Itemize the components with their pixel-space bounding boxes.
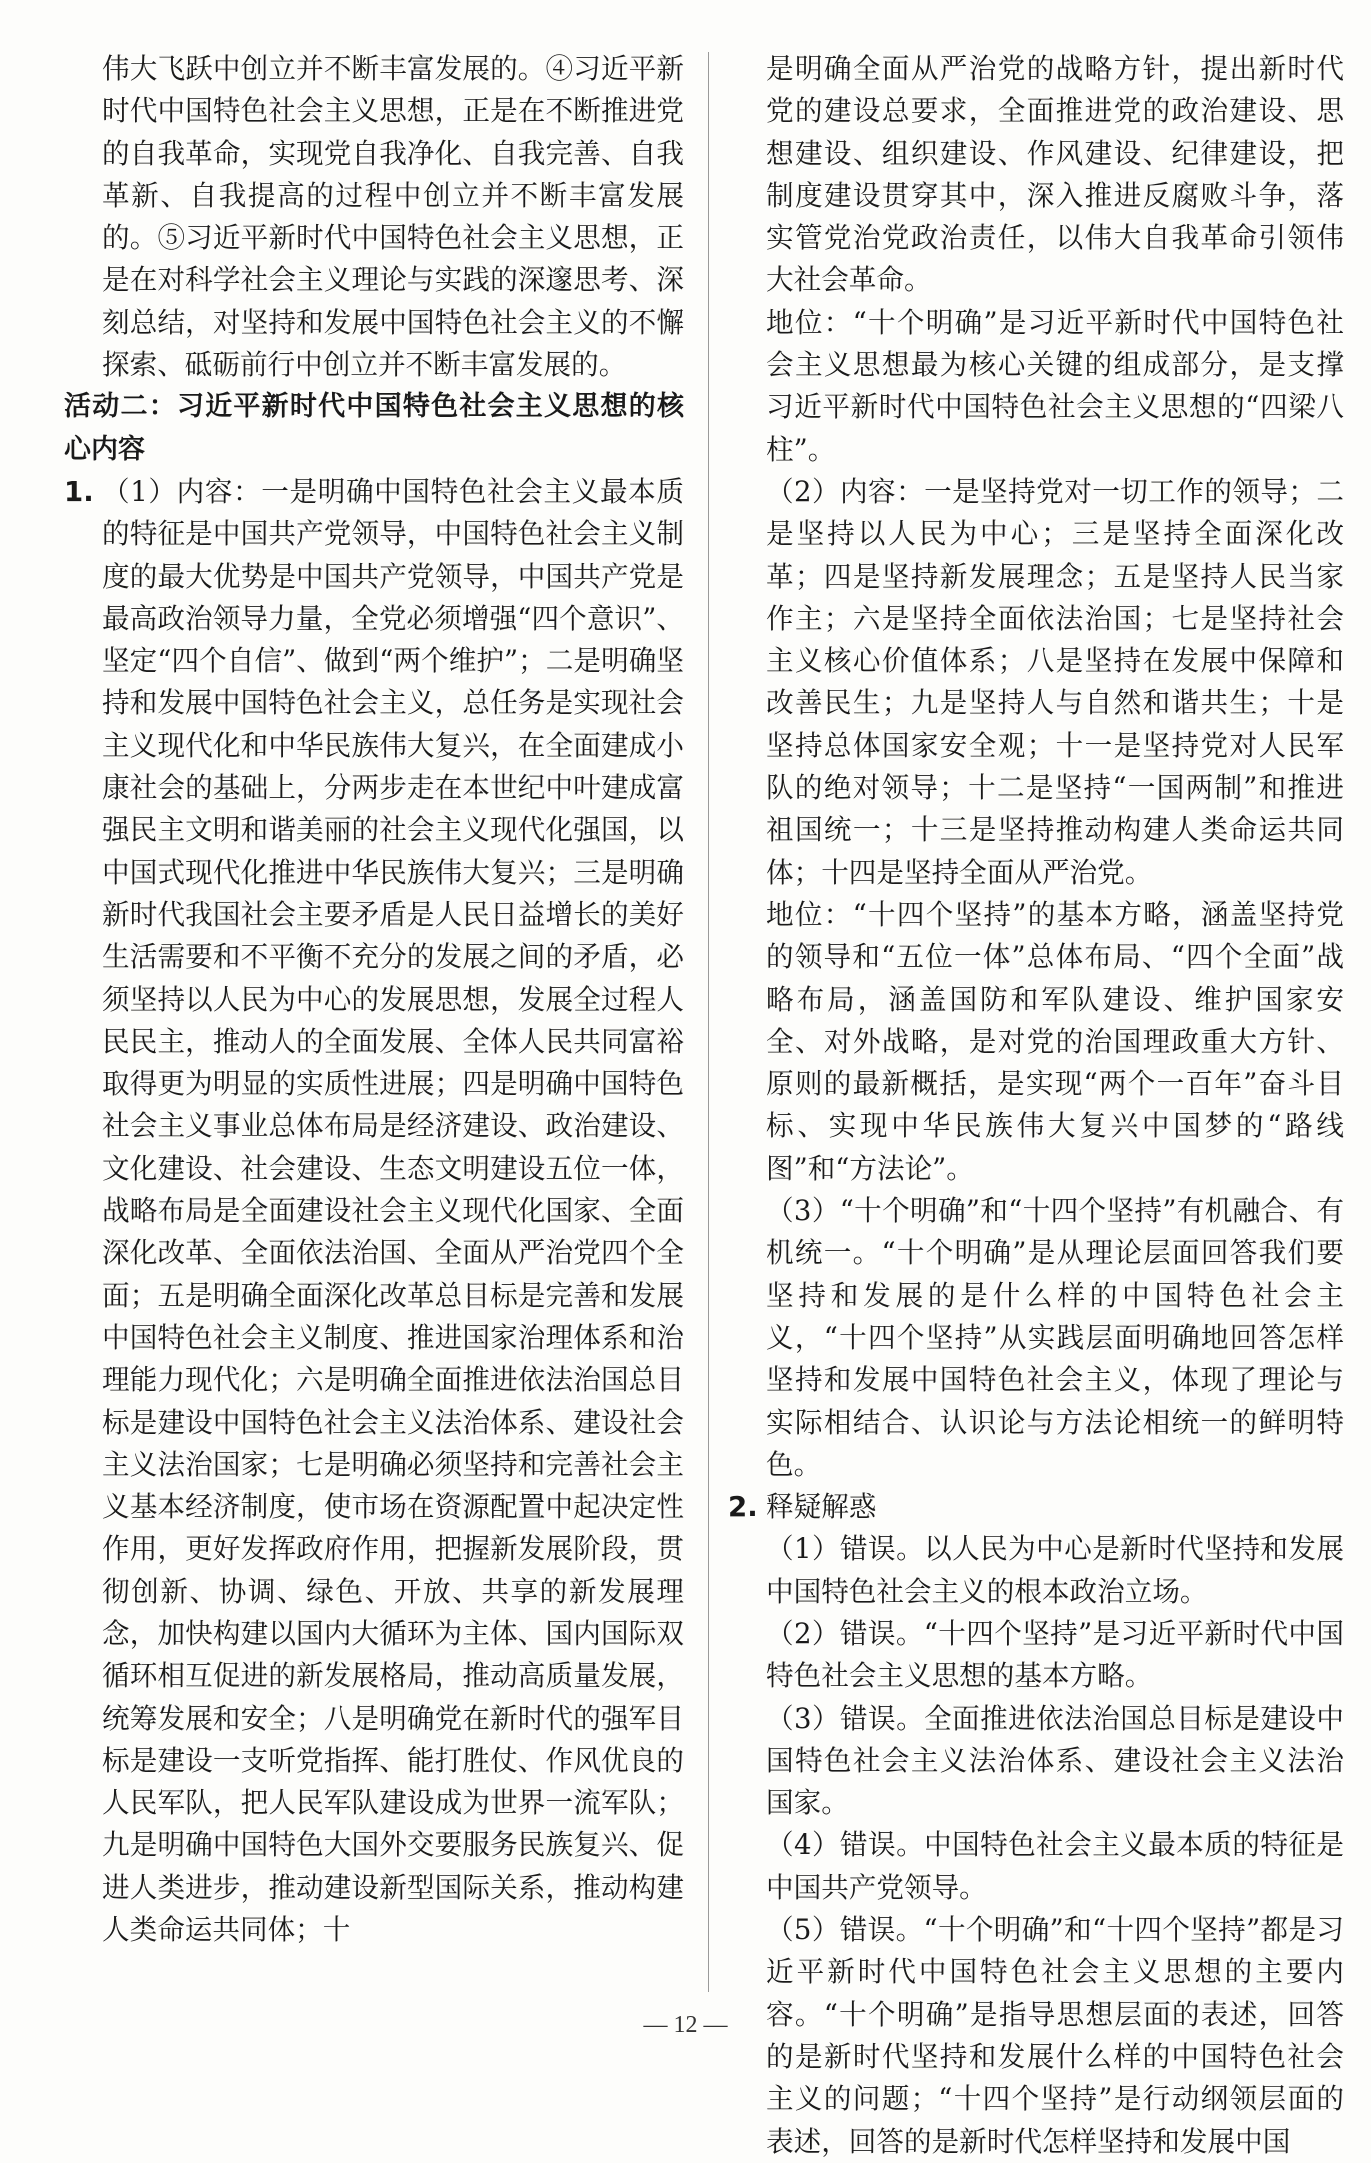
- item-2-title: 释疑解惑: [766, 1490, 877, 1524]
- answer-5: （5）错误。“十个明确”和“十四个坚持”都是习近平新时代中国特色社会主义思想的主要内容。“十个明确”是指导思想层面的表述，回答的是新时代坚持和发展什么样的中国特色社会主义的问题；“十四个坚持”是行动纲领层面的表述，回答的是新时代怎样坚持和发展中国: [766, 1913, 1344, 2158]
- page-number: — 12 —: [643, 2012, 728, 2038]
- answer-2: （2）错误。“十四个坚持”是习近平新时代中国特色社会主义思想的基本方略。: [766, 1616, 1344, 1693]
- item-number: 1.: [64, 474, 94, 508]
- answer-1: （1）错误。以人民为中心是新时代坚持和发展中国特色社会主义的根本政治立场。: [766, 1532, 1344, 1608]
- answer-item-1: [64, 471, 684, 1951]
- right-column: [728, 48, 1344, 2163]
- content-paragraph-3: （3）“十个明确”和“十四个坚持”有机融合、有机统一。“十个明确”是从理论层面回答我们要坚持和发展的是什么样的中国特色社会主义，“十四个坚持”从实践层面明确地回答怎样坚持和发展中国特色社会主义，体现了理论与实际相结合、认识论与方法论相统一的鲜明特色。: [766, 1194, 1344, 1481]
- continuation-paragraph: 是明确全面从严治党的战略方针，提出新时代党的建设总要求，全面推进党的政治建设、思想建设、组织建设、作风建设、纪律建设，把制度建设贯穿其中，深入推进反腐败斗争，落实管党治党政治责任，以伟大自我革命引领伟大社会革命。: [766, 52, 1344, 297]
- answer-4: （4）错误。中国特色社会主义最本质的特征是中国共产党领导。: [766, 1828, 1344, 1904]
- section-heading: 活动二：习近平新时代中国特色社会主义思想的核心内容: [64, 391, 684, 465]
- continuation-paragraph: 伟大飞跃中创立并不断丰富发展的。④习近平新时代中国特色社会主义思想，正是在不断推进党的自我革命，实现党自我净化、自我完善、自我革新、自我提高的过程中创立并不断丰富发展的。⑤习近平新时代中国特色社会主义思想，正是在对科学社会主义理论与实践的深邃思考、深刻总结，对坚持和发展中国特色社会主义的不懈探索、砥砺前行中创立并不断丰富发展的。: [102, 52, 684, 382]
- item-number: 2.: [728, 1490, 758, 1524]
- item-1-content: （1）内容：一是明确中国特色社会主义最本质的特征是中国共产党领导，中国特色社会主义制度的最大优势是中国共产党领导，中国共产党是最高政治领导力量，全党必须增强“四个意识”、坚定“四个自信”、做到“两个维护”；二是明确坚持和发展中国特色社会主义，总任务是实现社会主义现代化和中华民族伟大复兴，在全面建成小康社会的基础上，分两步走在本世纪中叶建成富强民主文明和谐美丽的社会主义现代化强国，以中国式现代化推进中华民族伟大复兴；三是明确新时代我国社会主要矛盾是人民日益增长的美好生活需要和不平衡不充分的发展之间的矛盾，必须坚持以人民为中心的发展思想，发展全过程人民民主，推动人的全面发展、全体人民共同富裕取得更为明显的实质性进展；四是明确中国特色社会主义事业总体布局是经济建设、政治建设、文化建设、社会建设、生态文明建设五位一体，战略布局是全面建设社会主义现代化国家、全面深化改革、全面依法治国、全面从严治党四个全面；五是明确全面深化改革总目标是完善和发展中国特色社会主义制度、推进国家治理体系和治理能力现代化；六是明确全面推进依法治国总目标是建设中国特色社会主义法治体系、建设社会主义法治国家；七是明确必须坚持和完善社会主义基本经济制度，使市场在资源配置中起决定性作用，更好发挥政府作用，把握新发展阶段，贯彻创新、协调、绿色、开放、共享的新发展理念，加快构建以国内大循环为主体、国内国际双循环相互促进的新发展格局，推动高质量发展，统筹发展和安全；八是明确党在新时代的强军目标是建设一支听党指挥、能打胜仗、作风优良的人民军队，把人民军队建设成为世界一流军队；九是明确中国特色大国外交要服务民族复兴、促进人类进步，推动建设新型国际关系，推动构建人类命运共同体；十: [102, 474, 684, 1947]
- status-paragraph-2: 地位：“十四个坚持”的基本方略，涵盖坚持党的领导和“五位一体”总体布局、“四个全面”战略布局，涵盖国防和军队建设、维护国家安全、对外战略，是对党的治国理政重大方针、原则的最新概括，是实现“两个一百年”奋斗目标、实现中华民族伟大复兴中国梦的“路线图”和“方法论”。: [766, 897, 1344, 1185]
- column-divider: [708, 52, 709, 1992]
- status-paragraph-1: 地位：“十个明确”是习近平新时代中国特色社会主义思想最为核心关键的组成部分，是支撑习近平新时代中国特色社会主义思想的“四梁八柱”。: [766, 305, 1344, 466]
- answer-item-2: [728, 1486, 1344, 1528]
- answer-3: （3）错误。全面推进依法治国总目标是建设中国特色社会主义法治体系、建设社会主义法治国家。: [766, 1701, 1344, 1820]
- content-paragraph-2: （2）内容：一是坚持党对一切工作的领导；二是坚持以人民为中心；三是坚持全面深化改革；四是坚持新发展理念；五是坚持人民当家作主；六是坚持全面依法治国；七是坚持社会主义核心价值体系；八是坚持在发展中保障和改善民生；九是坚持人与自然和谐共生；十是坚持总体国家安全观；十一是坚持党对人民军队的绝对领导；十二是坚持“一国两制”和推进祖国统一；十三是坚持推动构建人类命运共同体；十四是坚持全面从严治党。: [766, 474, 1344, 889]
- left-column: [64, 48, 684, 1951]
